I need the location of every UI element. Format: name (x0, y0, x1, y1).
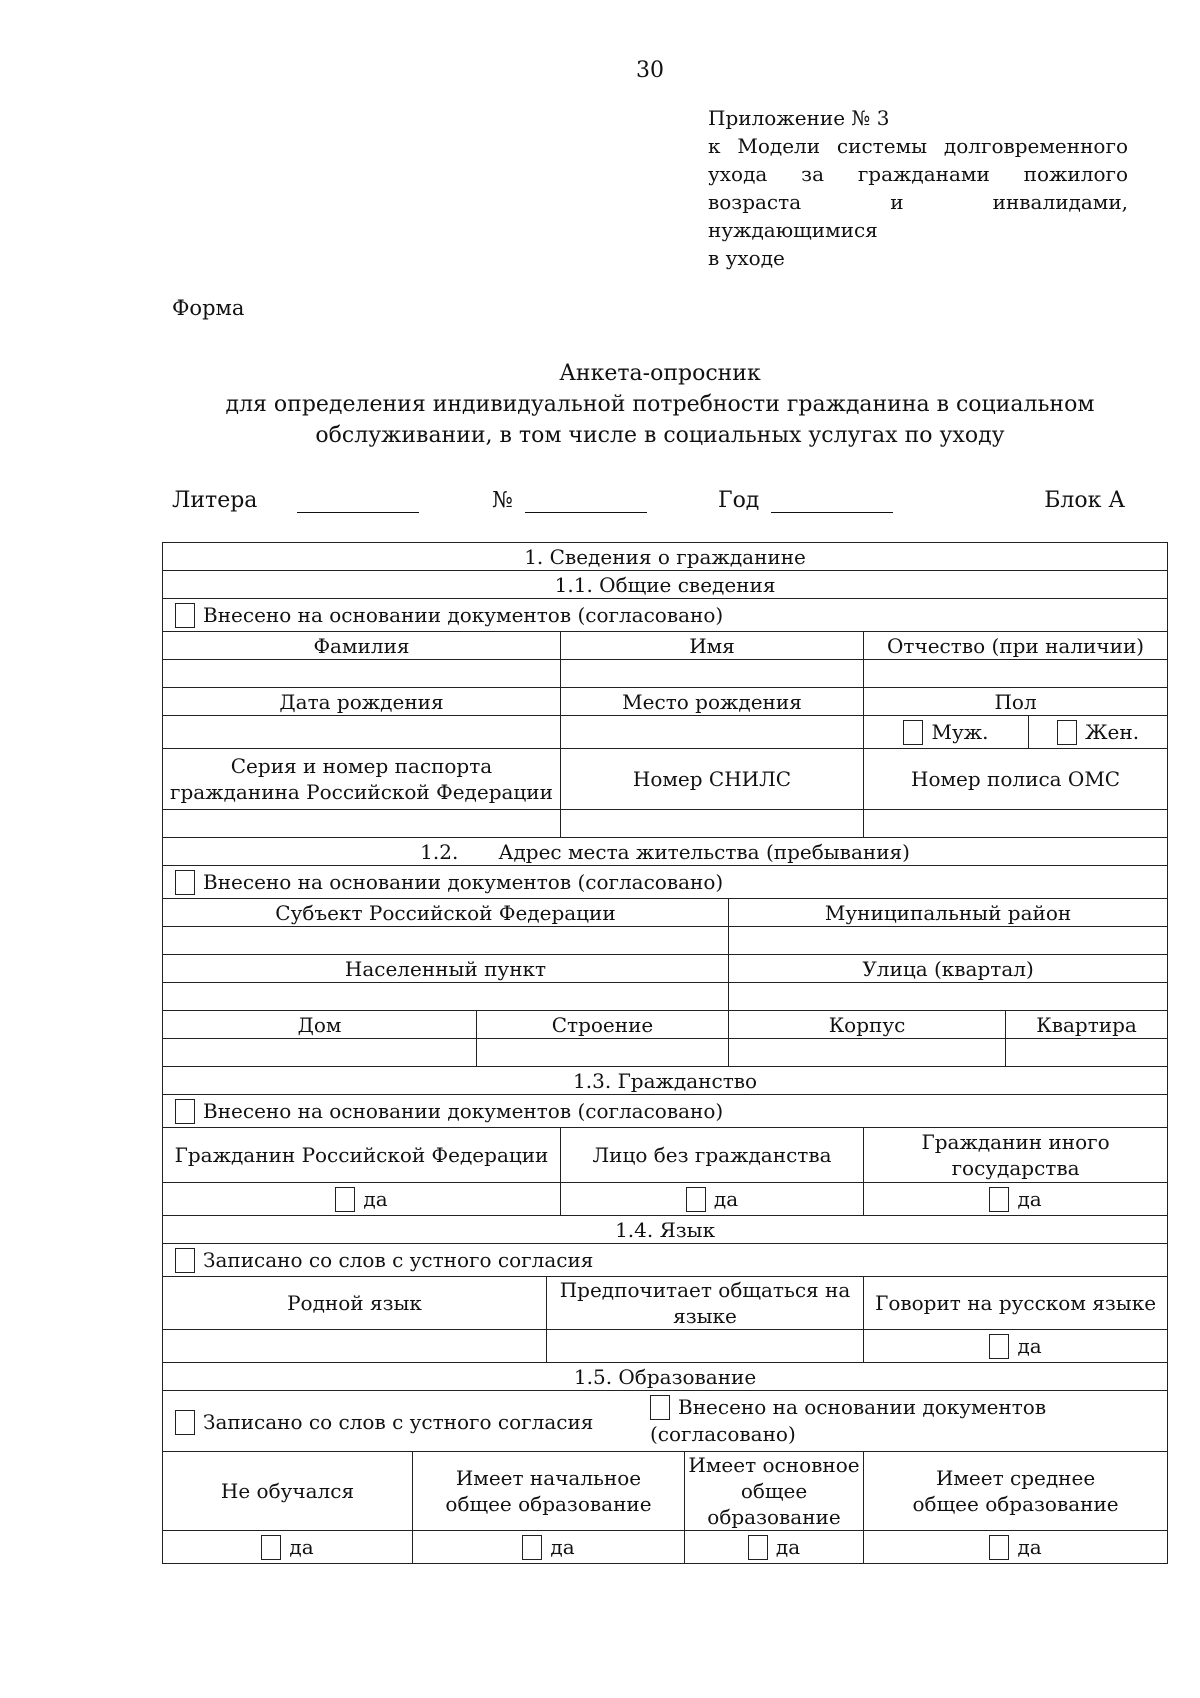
primary-education-checkbox[interactable] (522, 1535, 542, 1560)
name-header: Имя (561, 632, 864, 660)
oms-header: Номер полиса ОМС (864, 749, 1168, 810)
house-header: Дом (163, 1011, 477, 1039)
checkbox-label-cont: (согласовано) (650, 1422, 796, 1446)
building-field[interactable] (477, 1039, 729, 1067)
checkbox-label: Внесено на основании документов (согласовано) (203, 870, 724, 894)
docs-confirmed-checkbox[interactable] (175, 870, 195, 895)
year-blank[interactable] (771, 490, 893, 513)
native-language-header: Родной язык (163, 1277, 547, 1330)
not-studied-checkbox[interactable] (261, 1535, 281, 1560)
birth-date-header: Дата рождения (163, 688, 561, 716)
yes-label: да (1017, 1334, 1042, 1358)
oral-consent-checkbox[interactable] (175, 1248, 195, 1273)
street-header: Улица (квартал) (729, 955, 1168, 983)
settlement-field[interactable] (163, 983, 729, 1011)
birth-place-header: Место рождения (561, 688, 864, 716)
checkbox-label: Внесено на основании документов (678, 1395, 1047, 1419)
year-field (718, 488, 893, 513)
foreign-citizen-header (864, 1128, 1168, 1183)
patronymic-field[interactable] (864, 660, 1168, 688)
section-title (163, 838, 1168, 866)
street-field[interactable] (729, 983, 1168, 1011)
sex-female-cell (1029, 716, 1168, 749)
rf-citizen-checkbox[interactable] (335, 1187, 355, 1212)
stateless-header: Лицо без гражданства (561, 1128, 864, 1183)
birth-place-field[interactable] (561, 716, 864, 749)
rf-citizen-yes-cell (163, 1183, 561, 1216)
secondary-education-header (864, 1452, 1168, 1531)
education-source-row (163, 1391, 1168, 1452)
rf-citizen-header: Гражданин Российской Федерации (163, 1128, 561, 1183)
native-language-field[interactable] (163, 1330, 547, 1363)
yes-label: да (550, 1535, 575, 1559)
title-line: для определения индивидуальной потребности гражданина в социальном (225, 392, 1095, 417)
basic-education-header (685, 1452, 864, 1531)
passport-header-line: гражданина Российской Федерации (170, 780, 553, 804)
district-field[interactable] (729, 927, 1168, 955)
speaks-russian-header: Говорит на русском языке (864, 1277, 1168, 1330)
form-label: Форма (172, 296, 245, 320)
header-line: Имеет среднее (935, 1466, 1096, 1490)
section-title: 1.3. Гражданство (163, 1067, 1168, 1095)
foreign-header-line: государства (951, 1156, 1080, 1180)
oms-field[interactable] (864, 810, 1168, 838)
building-header: Строение (477, 1011, 729, 1039)
litera-label: Литера (172, 488, 258, 513)
sex-male-cell (864, 716, 1029, 749)
checkbox-label: Внесено на основании документов (согласовано) (203, 603, 724, 627)
preferred-language-field[interactable] (547, 1330, 864, 1363)
not-studied-header: Не обучался (163, 1452, 413, 1531)
questionnaire-table (162, 542, 1168, 1564)
number-label: № (492, 488, 513, 513)
name-field[interactable] (561, 660, 864, 688)
docs-confirmed-checkbox[interactable] (650, 1395, 670, 1420)
number-blank[interactable] (525, 490, 647, 513)
yes-label: да (289, 1535, 314, 1559)
primary-yes-cell (413, 1531, 685, 1564)
section-title: 1. Сведения о гражданине (163, 543, 1168, 571)
preferred-language-header: Предпочитает общаться на языке (547, 1277, 864, 1330)
appendix-line: возраста и инвалидами, нуждающимися (708, 190, 1128, 242)
apartment-header: Квартира (1006, 1011, 1168, 1039)
yes-label: да (1017, 1535, 1042, 1559)
yes-label: да (1017, 1187, 1042, 1211)
stateless-checkbox[interactable] (686, 1187, 706, 1212)
block-label: Блок А (1044, 488, 1125, 513)
docs-confirmed-checkbox[interactable] (175, 603, 195, 628)
not-studied-yes-cell (163, 1531, 413, 1564)
surname-header: Фамилия (163, 632, 561, 660)
docs-confirmed-row (163, 599, 1168, 632)
corpus-header: Корпус (729, 1011, 1006, 1039)
birth-date-field[interactable] (163, 716, 561, 749)
surname-field[interactable] (163, 660, 561, 688)
foreign-citizen-checkbox[interactable] (989, 1187, 1009, 1212)
header-line: общее образование (912, 1492, 1119, 1516)
appendix-line: в уходе (708, 246, 785, 270)
title-line: обслуживании, в том числе в социальных услугах по уходу (315, 423, 1005, 448)
year-label: Год (718, 488, 760, 513)
checkbox-label: Записано со слов с устного согласия (203, 1248, 594, 1272)
title-line: Анкета-опросник (559, 361, 761, 386)
passport-field[interactable] (163, 810, 561, 838)
stateless-yes-cell (561, 1183, 864, 1216)
appendix-line: ухода за гражданами пожилого (708, 162, 1128, 186)
corpus-field[interactable] (729, 1039, 1006, 1067)
checkbox-label: Записано со слов с устного согласия (203, 1410, 594, 1434)
passport-header-line: Серия и номер паспорта (230, 754, 493, 778)
yes-label: да (713, 1187, 739, 1211)
foreign-header-line: Гражданин иного (921, 1130, 1110, 1154)
female-checkbox[interactable] (1057, 720, 1077, 745)
header-line: Имеет основное (688, 1453, 860, 1477)
secondary-education-checkbox[interactable] (989, 1535, 1009, 1560)
litera-field (172, 488, 419, 513)
yes-label: да (775, 1535, 801, 1559)
passport-header (163, 749, 561, 810)
male-label: Муж. (931, 720, 989, 744)
primary-education-header (413, 1452, 685, 1531)
male-checkbox[interactable] (903, 720, 923, 745)
patronymic-header: Отчество (при наличии) (864, 632, 1168, 660)
snils-field[interactable] (561, 810, 864, 838)
yes-label: да (363, 1187, 388, 1211)
docs-confirmed-row (163, 866, 1168, 899)
section-number: 1.2. (420, 839, 459, 864)
snils-header: Номер СНИЛС (561, 749, 864, 810)
section-title: 1.1. Общие сведения (163, 571, 1168, 599)
section-title: 1.5. Образование (163, 1363, 1168, 1391)
section-title-text: Адрес места жительства (пребывания) (498, 839, 910, 864)
oral-consent-row (163, 1244, 1168, 1277)
page-number: 30 (636, 58, 664, 83)
settlement-header: Населенный пункт (163, 955, 729, 983)
header-line: общее образование (445, 1492, 652, 1516)
number-field (492, 488, 647, 513)
basic-education-checkbox[interactable] (748, 1535, 768, 1560)
docs-confirmed-row (163, 1095, 1168, 1128)
house-field[interactable] (163, 1039, 477, 1067)
subject-field[interactable] (163, 927, 729, 955)
secondary-yes-cell (864, 1531, 1168, 1564)
oral-consent-checkbox[interactable] (175, 1410, 195, 1435)
appendix-note (708, 104, 1128, 272)
female-label: Жен. (1085, 720, 1140, 744)
speaks-russian-checkbox[interactable] (989, 1334, 1009, 1359)
subject-header: Субъект Российской Федерации (163, 899, 729, 927)
docs-confirmed-checkbox[interactable] (175, 1099, 195, 1124)
litera-blank[interactable] (297, 490, 419, 513)
section-title: 1.4. Язык (163, 1216, 1168, 1244)
district-header: Муниципальный район (729, 899, 1168, 927)
foreign-yes-cell (864, 1183, 1168, 1216)
document-title (160, 358, 1160, 451)
checkbox-label: Внесено на основании документов (согласовано) (203, 1099, 724, 1123)
appendix-line: к Модели системы долговременного (708, 134, 1128, 158)
header-line: общее образование (707, 1479, 841, 1529)
basic-yes-cell (685, 1531, 864, 1564)
header-line: Имеет начальное (455, 1466, 642, 1490)
sex-header: Пол (864, 688, 1168, 716)
appendix-title: Приложение № 3 (708, 106, 890, 130)
apartment-field[interactable] (1006, 1039, 1168, 1067)
speaks-russian-yes-cell (864, 1330, 1168, 1363)
